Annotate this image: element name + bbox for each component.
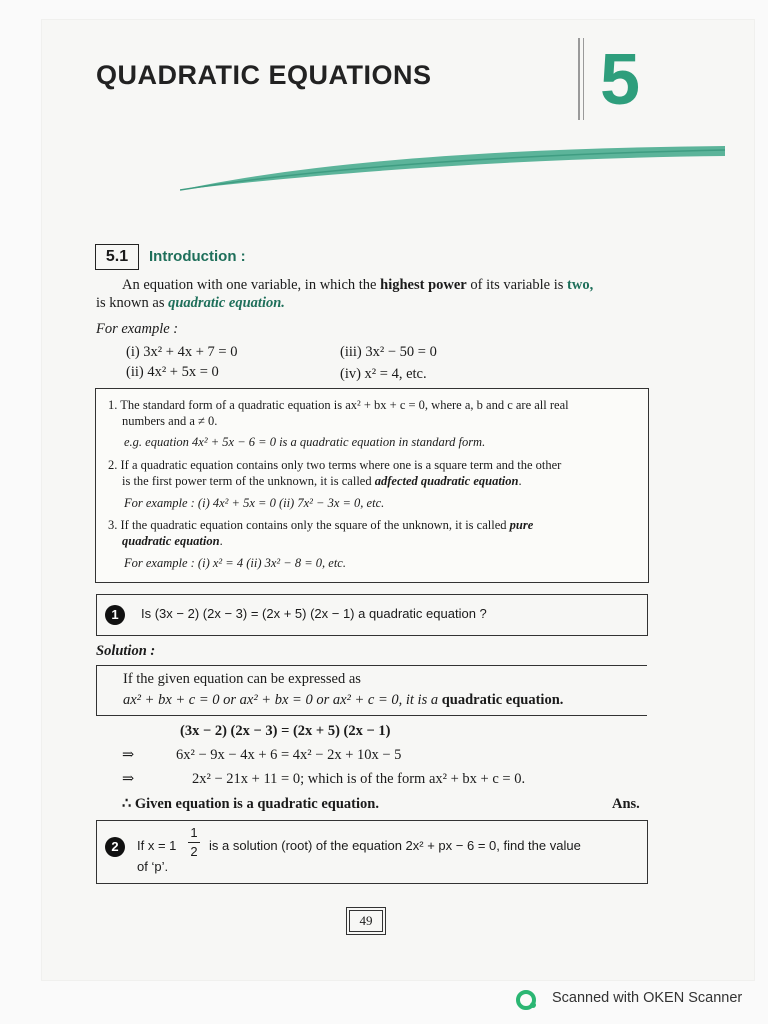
page-number: 49 [349,910,383,932]
solution-conclusion: ∴ Given equation is a quadratic equation. [122,796,379,812]
fraction-bar [188,842,200,843]
rule-term-pure: pure [509,518,534,532]
example-item: (i) 3x² + 4x + 7 = 0 [126,344,238,360]
question-2-text-a: If x = 1 [137,838,177,853]
header-divider [578,38,580,120]
rule-2-line-1: 2. If a quadratic equation contains only two terms where one is a square term and the other [108,458,562,472]
chapter-title: QUADRATIC EQUATIONS [96,60,432,90]
implies-arrow: ⇒ [122,747,135,763]
intro-highlight-highest-power: highest power [380,277,467,293]
solution-step-1: (3x − 2) (2x − 3) = (2x + 5) (2x − 1) [180,723,391,739]
rule-term-adfected: adfected quadratic equation [374,474,519,488]
rule-text: 3. If the quadratic equation contains only the square of the unknown, it is called [108,518,510,532]
question-2-text-c: of ‘p’. [137,859,169,874]
question-badge: 1 [105,605,125,625]
rule-text: . [219,534,223,548]
chapter-number: 5 [600,40,641,120]
condition-line-2 [123,691,563,709]
question-badge: 2 [105,837,125,857]
rule-3-line-1 [108,517,638,533]
scanner-logo-icon [516,990,538,1010]
question-1-text: Is (3x − 2) (2x − 3) = (2x + 5) (2x − 1) a quadratic equation ? [141,606,487,621]
intro-line-2 [96,294,285,312]
answer-label: Ans. [612,796,640,812]
intro-text: is known as [96,295,169,311]
condition-box [96,665,647,716]
condition-forms: ax² + bx + c = 0 or ax² + bx = 0 or ax² + c = 0, it is a [123,692,442,708]
rule-text: is the first power term of the unknown, it is called [122,474,375,488]
condition-line-1: If the given equation can be expressed as [123,671,361,687]
for-example-label: For example : [96,321,179,337]
page-number-box [346,907,386,935]
rule-3-line-2 [122,533,652,549]
solution-step-3: 2x² − 21x + 11 = 0; which is of the form ax² + bx + c = 0. [192,771,526,787]
header-divider-thin [583,38,584,120]
rule-1-example: e.g. equation 4x² + 5x − 6 = 0 is a quadratic equation in standard form. [124,435,486,449]
fraction-numerator: 1 [190,825,198,840]
rule-text: . [518,474,522,488]
rules-box [95,388,649,583]
solution-step-2: 6x² − 9x − 4x + 6 = 4x² − 2x + 10x − 5 [176,747,402,763]
intro-text: of its variable is [466,277,568,293]
intro-line-1 [122,276,593,294]
rule-1-line-1: 1. The standard form of a quadratic equation is ax² + bx + c = 0, where a, b and c are all real [108,398,569,412]
section-title: Introduction : [149,248,246,265]
question-1-box [96,594,648,636]
rule-2-line-2 [122,473,652,489]
rule-3-example: For example : (i) x² = 4 (ii) 3x² − 8 = 0, etc. [124,556,346,570]
example-item: (iv) x² = 4, etc. [340,366,427,382]
intro-text: An equation with one variable, in which the [122,277,381,293]
rule-term-quadratic-equation: quadratic equation [122,534,220,548]
question-2-box [96,820,648,884]
solution-label: Solution : [96,643,156,659]
rule-2-example: For example : (i) 4x² + 5x = 0 (ii) 7x² − 3x = 0, etc. [124,496,385,510]
example-item: (iii) 3x² − 50 = 0 [340,344,437,360]
intro-term-quadratic-equation: quadratic equation. [168,295,285,311]
section-number: 5.1 [95,244,139,270]
rule-1-line-2: numbers and a ≠ 0. [122,414,218,428]
implies-arrow: ⇒ [122,771,135,787]
example-item: (ii) 4x² + 5x = 0 [126,364,219,380]
fraction-denominator: 2 [190,844,198,859]
question-2-text-b: is a solution (root) of the equation 2x² + px − 6 = 0, find the value [209,838,581,853]
condition-term: quadratic equation. [441,692,564,708]
intro-highlight-two: two, [567,277,594,293]
header-swoosh [180,138,730,198]
scanner-watermark: Scanned with OKEN Scanner [552,990,743,1006]
